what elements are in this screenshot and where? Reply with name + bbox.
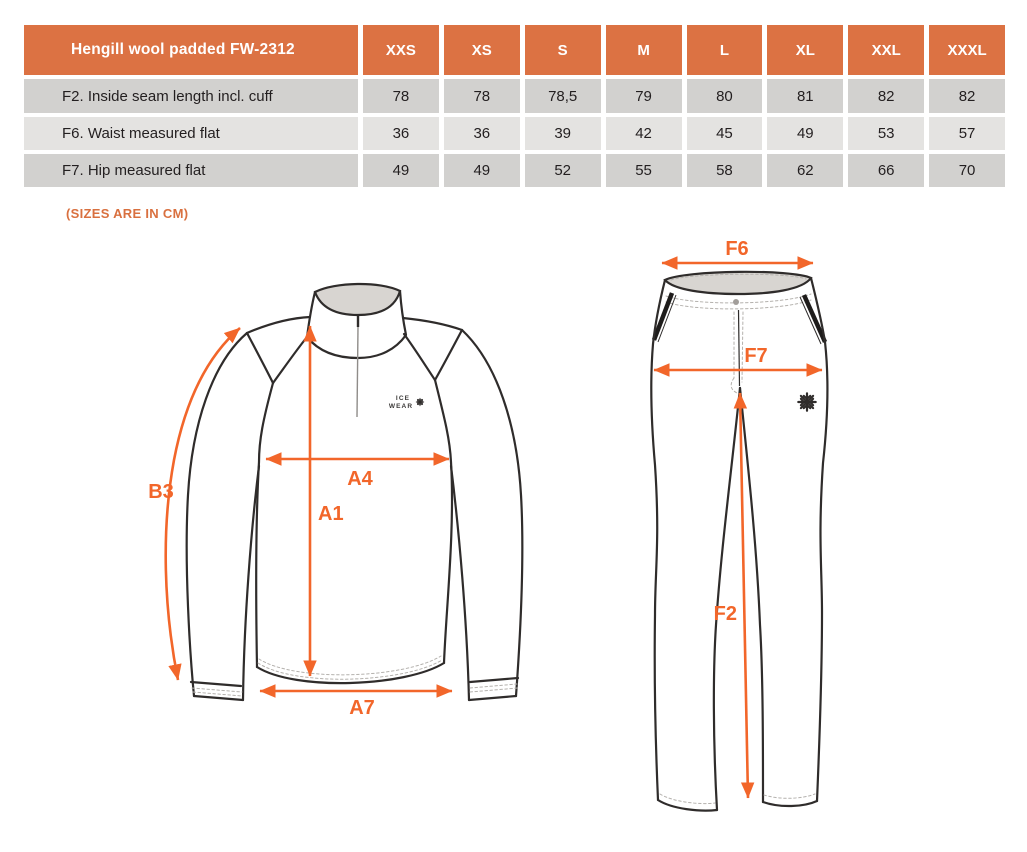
sweater-measure-arrows: [148, 326, 452, 719]
pants-diagram: [610, 230, 910, 830]
row-label: F6. Waist measured flat: [24, 117, 358, 150]
logo-line1: ICE: [395, 395, 411, 402]
size-column-header: XS: [444, 25, 520, 75]
size-value-cell: 36: [444, 117, 520, 150]
size-value-cell: 42: [606, 117, 682, 150]
size-value-cell: 58: [687, 154, 763, 187]
size-value-cell: 49: [363, 154, 439, 187]
b3-arrow: [166, 328, 240, 680]
collar-opening: [315, 284, 400, 315]
row-label: F2. Inside seam length incl. cuff: [24, 79, 358, 113]
size-value-cell: 36: [363, 117, 439, 150]
size-table: [24, 25, 1005, 187]
size-value-cell: 81: [767, 79, 843, 113]
pants-outline: [651, 272, 827, 811]
size-value-cell: 52: [525, 154, 601, 187]
a7-label: A7: [349, 697, 375, 719]
size-column-header: XXL: [848, 25, 924, 75]
size-value-cell: 39: [525, 117, 601, 150]
size-value-cell: 78,5: [525, 79, 601, 113]
sizes-note: (SIZES ARE IN CM): [66, 206, 189, 221]
size-value-cell: 82: [848, 79, 924, 113]
f6-label: F6: [725, 238, 749, 260]
table-title-cell: Hengill wool padded FW-2312: [24, 25, 358, 75]
size-value-cell: 62: [767, 154, 843, 187]
b3-label: B3: [148, 481, 174, 503]
a4-label: A4: [347, 468, 373, 490]
fly-seam: [739, 310, 740, 386]
sweater-outline: [187, 284, 523, 700]
size-value-cell: 49: [444, 154, 520, 187]
size-value-cell: 70: [929, 154, 1005, 187]
size-value-cell: 53: [848, 117, 924, 150]
sweater-diagram: [140, 230, 570, 730]
waist-opening: [665, 272, 811, 294]
size-value-cell: 79: [606, 79, 682, 113]
logo-line2: WEAR: [388, 403, 414, 410]
icewear-logo: [389, 395, 424, 410]
logo-snowflake-icon: [416, 398, 423, 405]
size-value-cell: 78: [444, 79, 520, 113]
size-column-header: S: [525, 25, 601, 75]
row-label: F7. Hip measured flat: [24, 154, 358, 187]
waist-button: [733, 299, 739, 305]
size-column-header: XXS: [363, 25, 439, 75]
a1-label: A1: [318, 503, 344, 525]
size-value-cell: 55: [606, 154, 682, 187]
size-column-header: XL: [767, 25, 843, 75]
size-value-cell: 82: [929, 79, 1005, 113]
size-value-cell: 57: [929, 117, 1005, 150]
size-column-header: XXXL: [929, 25, 1005, 75]
f2-label: F2: [713, 603, 737, 625]
size-column-header: L: [687, 25, 763, 75]
size-value-cell: 80: [687, 79, 763, 113]
f7-label: F7: [744, 345, 768, 367]
size-value-cell: 49: [767, 117, 843, 150]
size-value-cell: 45: [687, 117, 763, 150]
size-value-cell: 78: [363, 79, 439, 113]
zipper-line: [357, 327, 358, 417]
pants-measure-arrows: [654, 238, 822, 798]
pants-snowflake-icon: [798, 393, 815, 410]
size-column-header: M: [606, 25, 682, 75]
size-value-cell: 66: [848, 154, 924, 187]
